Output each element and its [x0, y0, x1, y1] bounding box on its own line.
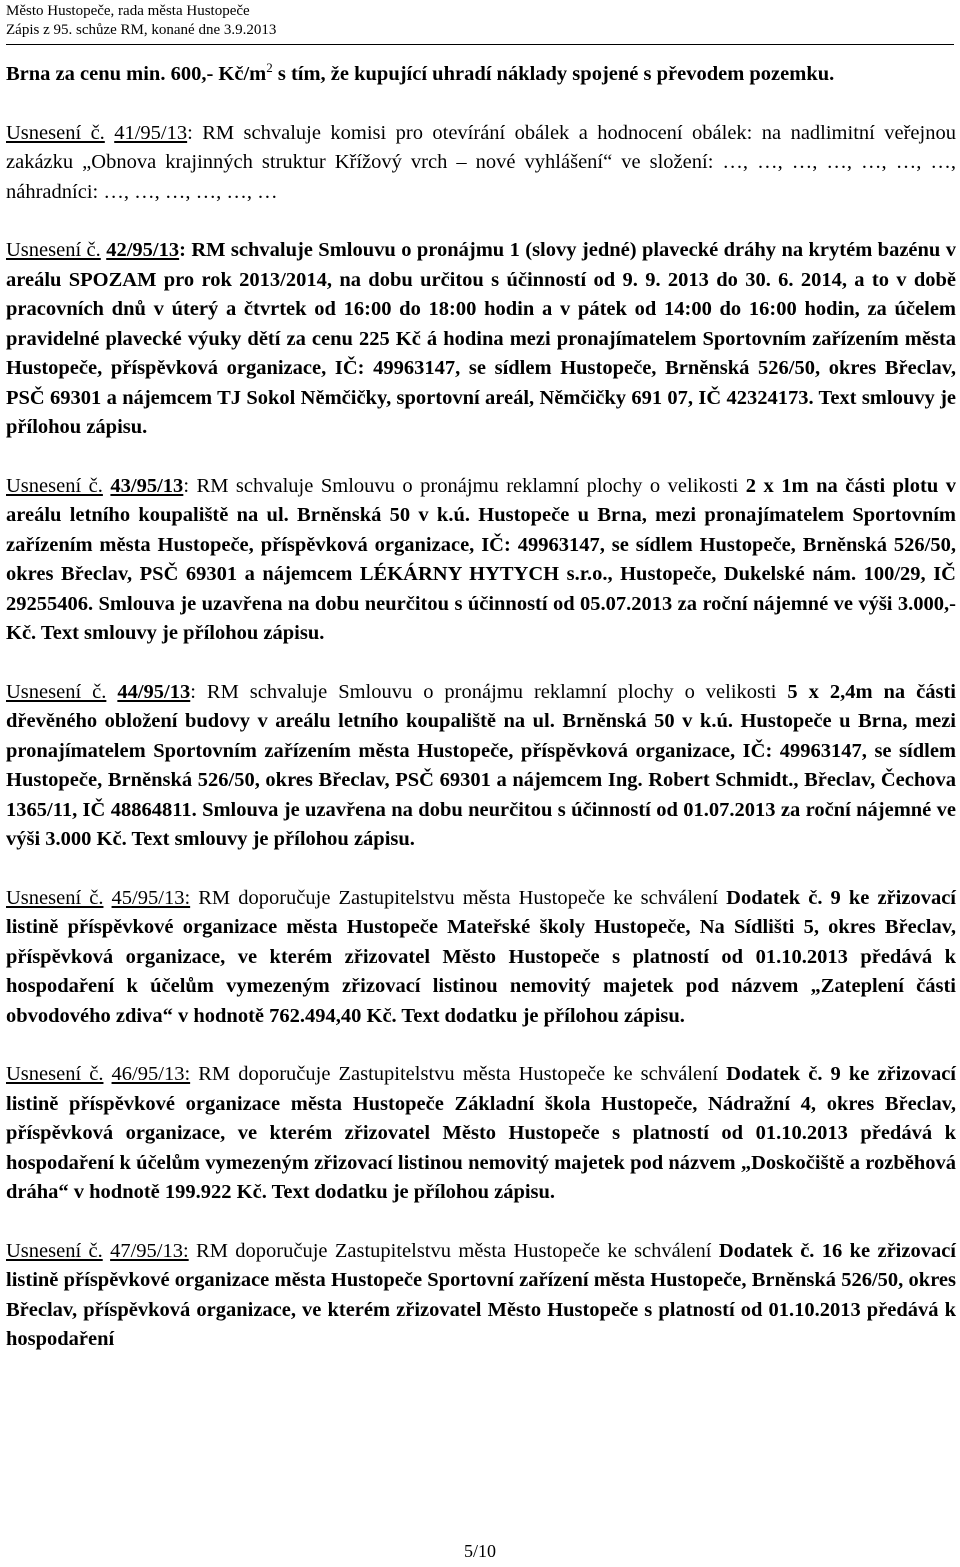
resolution-43	[6, 472, 956, 649]
resolution-text: RM doporučuje Zastupitelstvu města Hustopeče ke schválení	[188, 1239, 712, 1262]
resolution-number: 43/95/13	[110, 474, 184, 497]
resolution-ref: Usnesení č.	[6, 1239, 103, 1262]
resolution-47	[6, 1237, 956, 1355]
header-organization: Město Hustopeče, rada města Hustopeče	[6, 3, 250, 19]
resolution-text: : RM schvaluje Smlouvu o pronájmu reklamní plochy o velikosti	[190, 680, 777, 703]
resolution-ref: Usnesení č.	[6, 1063, 104, 1085]
resolution-text: RM doporučuje Zastupitelstvu města Hustopeče ke schválení	[190, 886, 719, 909]
resolution-text-bold: 2 x 1m na části plotu v areálu letního koupaliště na ul. Brněnská 50 v k.ú. Hustopeče u Brna, mezi pronajímatelem Sportovním zařízením města Hustopeče, příspěvková organizace, IČ: 49963147, se sídlem Hustopeče, Brněnská 526/50, okres Břeclav, PSČ 69301 a nájemcem LÉKÁRNY HYTYCH s.r.o., Hustopeče, Dukelské nám. 100/29, IČ 29255406. Smlouva je uzavřena na dobu neurčitou s účinností od 05.07.2013 za roční nájemné ve výši 3.000,- Kč. Text smlouvy je přílohou zápisu.	[6, 474, 956, 644]
resolution-text: 2014, a to v době pracovních dnů v úterý a čtvrtek od 16:00 do 18:00 hodin a v pátek od 14:00 do 16:00 hodin, za účelem pravidelné plavecké výuky dětí za cenu 225 Kč á hodina mezi pronajímatelem Sportovním zařízením města Hustopeče, příspěvková organizace, IČ: 49963147, se sídlem Hustopeče, Brněnská 526/50, okres Břeclav, PSČ 69301 a nájemcem TJ Sokol Němčičky, sportovní areál, Němčičky 691 07, IČ 42324173. Text smlouvy je přílohou zápisu.	[6, 268, 956, 438]
page-number: 5/10	[463, 1541, 496, 1561]
header-minutes-title: Zápis z 95. schůze RM, konané dne 3.9.2013	[6, 22, 277, 38]
resolution-text-bold: Dodatek č. 16 ke zřizovací listině příspěvkové organizace města Hustopeče Sportovní zařízení města Hustopeče, Brněnská 526/50, okres Břeclav, příspěvková organizace, ve kterém zřizovatel Město Hustopeče s platností od 01.10.2013 předává k hospodaření	[6, 1239, 957, 1350]
resolution-text-bold: 5 x 2,4m na části dřevěného obložení budovy v areálu letního koupaliště na ul. Brněnská 50 v k.ú. Hustopeče u Brna, mezi pronajímatelem Sportovním zařízením města Hustopeče, příspěvková organizace, IČ: 49963147, se sídlem Hustopeče, Brněnská 526/50, okres Břeclav, PSČ 69301 a nájemcem Ing. Robert Schmidt., Břeclav, Čechova 1365/11, IČ 48864811. Smlouva je uzavřena na dobu neurčitou s účinností od 01.07.2013 za roční nájemné ve výši 3.000 Kč. Text smlouvy je přílohou zápisu.	[6, 680, 957, 850]
resolution-text: : RM schvaluje komisi pro otevírání obálek a hodnocení obálek: na nadlimitní veřejnou zakázku „Obnova krajinných struktur Křížový vrch – nové vyhlášení“ ve složení: …, …, …, …, …, …, …, náhradníci: …, …, …, …, …, …	[6, 121, 956, 203]
resolution-number: 46/95/13:	[111, 1063, 191, 1085]
header-divider	[6, 44, 954, 45]
resolution-44	[6, 678, 956, 855]
resolution-text-bold: Dodatek č. 9 ke zřizovací listině příspěvkové organizace města Hustopeče Mateřské školy Hustopeče, Na Sídlišti 5, okres Břeclav, příspěvková organizace, ve kterém zřizovatel Město Hustopeče s platností od 01.10.2013 předává k hospodaření k účelům vymezeným zřizovací listinou nemovitý majetek pod názvem „Zateplení části obvodového zdiva“ v hodnotě 762.494,40 Kč. Text dodatku je přílohou zápisu.	[6, 886, 956, 1027]
paragraph-intro	[6, 60, 956, 90]
resolution-number: 42/95/13	[106, 239, 180, 261]
page-header	[6, 2, 276, 40]
resolution-number: 41/95/13	[114, 121, 188, 144]
resolution-number: 44/95/13	[117, 680, 191, 703]
resolution-number: 47/95/13:	[110, 1239, 189, 1262]
resolution-number: 45/95/13:	[111, 886, 191, 909]
superscript: 2	[266, 60, 273, 76]
resolution-text-bold: Dodatek č. 9 ke zřizovací listině příspěvkové organizace města Hustopeče Základní škola Hustopeče, Nádražní 4, okres Břeclav, příspěvková organizace, ve kterém zřizovatel Město Hustopeče s platností od 01.10.2013 předává k hospodaření k účelům vymezeným zřizovací listinou nemovitý majetek pod názvem „Doskočiště a rozběhová dráha“ v hodnotě 199.922 Kč. Text dodatku je přílohou zápisu.	[6, 1063, 956, 1203]
resolution-45	[6, 884, 956, 1032]
resolution-42	[6, 236, 956, 443]
resolution-text: RM doporučuje Zastupitelstvu města Hustopeče ke schválení	[190, 1063, 719, 1085]
intro-text-cont: s tím, že kupující uhradí náklady spojené s převodem pozemku.	[272, 63, 835, 85]
resolution-text-bold: : RM schvaluje Smlouvu o pronájmu 1 (slovy jedné) plavecké dráhy na krytém bazénu v areálu SPOZAM pro rok 2013/2014, na dobu určitou s účinností od 9. 9. 2013 do 30. 6.	[6, 239, 956, 291]
intro-text: Brna za cenu min. 600,- Kč/m	[6, 63, 267, 85]
resolution-ref: Usnesení č.	[6, 121, 105, 144]
resolution-46	[6, 1060, 956, 1208]
resolution-text: : RM schvaluje Smlouvu o pronájmu reklamní plochy o velikosti	[183, 474, 739, 497]
resolution-ref: Usnesení č.	[6, 239, 101, 261]
resolution-ref: Usnesení č.	[6, 680, 107, 703]
document-body	[6, 60, 956, 1355]
resolution-ref: Usnesení č.	[6, 886, 104, 909]
resolution-41	[6, 119, 956, 208]
resolution-ref: Usnesení č.	[6, 474, 103, 497]
